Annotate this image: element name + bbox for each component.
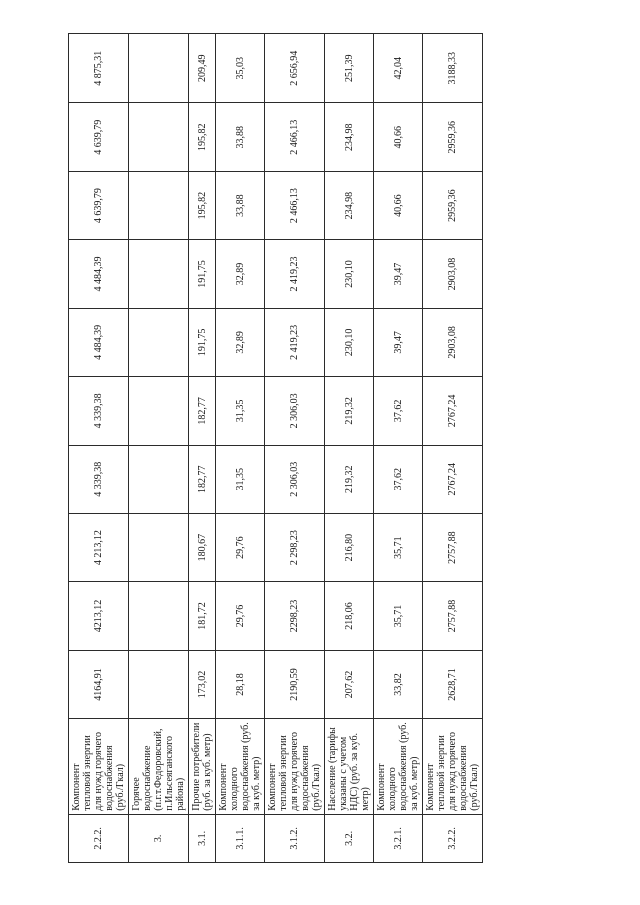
value-cell: 182,77	[189, 445, 216, 513]
value-cell: 173,02	[189, 650, 216, 718]
value-cell: 31,35	[216, 445, 265, 513]
value-cell: 4213,12	[69, 582, 129, 650]
row-label: Компонент холодного водоснабжения (руб. за куб. метр)	[216, 719, 265, 815]
value-cell: 234,98	[325, 171, 374, 239]
value-cell: 37,62	[374, 377, 423, 445]
value-cell: 2298,23	[265, 582, 325, 650]
value-cell: 251,39	[325, 34, 374, 104]
value-cell: 234,98	[325, 103, 374, 171]
value-cell: 2959,36	[423, 171, 483, 239]
row-code: 3.2.	[325, 814, 374, 862]
value-cell: 39,47	[374, 308, 423, 376]
value-cell: 40,66	[374, 103, 423, 171]
value-cell: 2 419,23	[265, 308, 325, 376]
value-cell: 42,04	[374, 34, 423, 104]
value-cell: 2757,88	[423, 513, 483, 581]
value-cell: 195,82	[189, 171, 216, 239]
value-cell: 2 306,03	[265, 377, 325, 445]
value-cell: 2 656,94	[265, 34, 325, 104]
value-cell: 33,88	[216, 103, 265, 171]
value-cell: 35,03	[216, 34, 265, 104]
table-row	[325, 34, 374, 863]
row-label: Прочие потребители (руб. за куб. метр)	[189, 719, 216, 815]
row-code: 3.1.1.	[216, 814, 265, 862]
value-cell: 3188,33	[423, 34, 483, 104]
table-row	[189, 34, 216, 863]
value-cell: 4 339,38	[69, 445, 129, 513]
value-cell: 2190,59	[265, 650, 325, 718]
value-cell	[129, 103, 189, 171]
table-row	[374, 34, 423, 863]
value-cell	[129, 650, 189, 718]
value-cell: 4 639,79	[69, 103, 129, 171]
row-label: Население (тарифы указаны с учетом НДС) (руб. за куб. метр)	[325, 719, 374, 815]
row-label: Компонент тепловой энергии для нужд горячего водоснабжения (руб./Гкал)	[423, 719, 483, 815]
row-code: 3.1.	[189, 814, 216, 862]
value-cell: 219,32	[325, 445, 374, 513]
row-code: 3.2.1.	[374, 814, 423, 862]
value-cell: 35,71	[374, 582, 423, 650]
value-cell: 191,75	[189, 308, 216, 376]
value-cell: 33,88	[216, 171, 265, 239]
value-cell: 218,06	[325, 582, 374, 650]
value-cell: 4 339,38	[69, 377, 129, 445]
row-code: 2.2.2.	[69, 814, 129, 862]
value-cell	[129, 240, 189, 308]
value-cell	[129, 445, 189, 513]
tariff-table	[68, 33, 483, 863]
value-cell: 4164,91	[69, 650, 129, 718]
value-cell: 2 419,23	[265, 240, 325, 308]
value-cell: 31,35	[216, 377, 265, 445]
value-cell: 216,80	[325, 513, 374, 581]
row-label: Компонент тепловой энергии для нужд горячего водоснабжения (руб./Гкал)	[265, 719, 325, 815]
value-cell: 39,47	[374, 240, 423, 308]
value-cell: 2959,36	[423, 103, 483, 171]
table-row	[69, 34, 129, 863]
value-cell: 219,32	[325, 377, 374, 445]
value-cell: 37,62	[374, 445, 423, 513]
value-cell: 2628,71	[423, 650, 483, 718]
value-cell: 2 306,03	[265, 445, 325, 513]
value-cell	[129, 171, 189, 239]
row-code: 3.	[129, 814, 189, 862]
value-cell: 32,89	[216, 308, 265, 376]
value-cell	[129, 582, 189, 650]
value-cell: 2767,24	[423, 445, 483, 513]
table-row	[216, 34, 265, 863]
value-cell: 4 213,12	[69, 513, 129, 581]
value-cell	[129, 308, 189, 376]
value-cell: 2 466,13	[265, 103, 325, 171]
value-cell: 4 484,39	[69, 240, 129, 308]
value-cell: 2903,08	[423, 308, 483, 376]
value-cell: 180,67	[189, 513, 216, 581]
value-cell: 35,71	[374, 513, 423, 581]
value-cell: 4 639,79	[69, 171, 129, 239]
value-cell: 2757,88	[423, 582, 483, 650]
value-cell: 2 298,23	[265, 513, 325, 581]
row-label: Компонент тепловой энергии для нужд горячего водоснабжения (руб./Гкал)	[69, 719, 129, 815]
value-cell: 209,49	[189, 34, 216, 104]
table-body	[69, 34, 483, 863]
row-code: 3.2.2.	[423, 814, 483, 862]
value-cell	[129, 34, 189, 104]
value-cell: 32,89	[216, 240, 265, 308]
value-cell: 2903,08	[423, 240, 483, 308]
value-cell: 230,10	[325, 308, 374, 376]
table-row	[129, 34, 189, 863]
value-cell: 29,76	[216, 513, 265, 581]
row-label: Компонент холодного водоснабжения (руб. за куб. метр)	[374, 719, 423, 815]
row-code: 3.1.2.	[265, 814, 325, 862]
value-cell: 4 875,31	[69, 34, 129, 104]
value-cell: 28,18	[216, 650, 265, 718]
rotated-table-wrapper	[68, 33, 480, 863]
value-cell: 4 484,39	[69, 308, 129, 376]
value-cell: 207,62	[325, 650, 374, 718]
value-cell: 40,66	[374, 171, 423, 239]
value-cell	[129, 513, 189, 581]
value-cell: 195,82	[189, 103, 216, 171]
table-row	[265, 34, 325, 863]
value-cell: 230,10	[325, 240, 374, 308]
value-cell: 181,72	[189, 582, 216, 650]
value-cell: 2 466,13	[265, 171, 325, 239]
value-cell: 191,75	[189, 240, 216, 308]
table-row	[423, 34, 483, 863]
value-cell: 2767,24	[423, 377, 483, 445]
value-cell	[129, 377, 189, 445]
value-cell: 29,76	[216, 582, 265, 650]
value-cell: 33,82	[374, 650, 423, 718]
value-cell: 182,77	[189, 377, 216, 445]
row-label: Горячее водоснабжение (п.г.т.Федоровский, п.Ильсеяганского района)	[129, 719, 189, 815]
